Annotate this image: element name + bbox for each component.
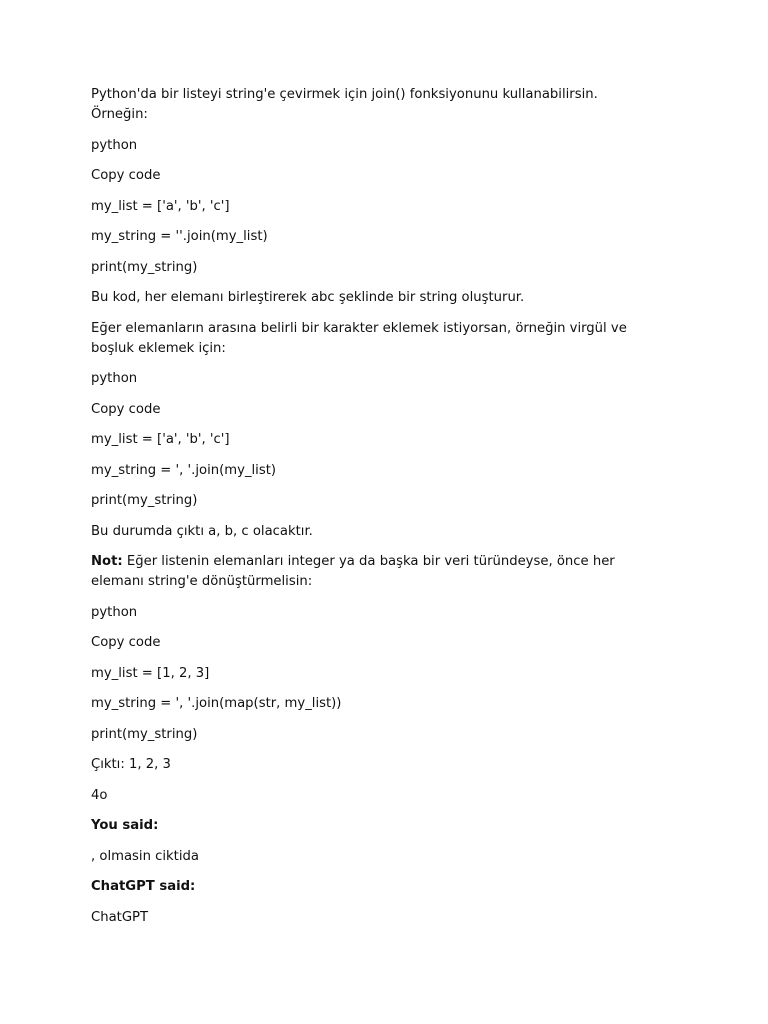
- paragraph-code-line: my_list = ['a', 'b', 'c']: [91, 198, 230, 214]
- paragraph-assistant-name: ChatGPT: [91, 909, 149, 925]
- paragraph-copy-code: Copy code: [91, 635, 161, 650]
- paragraph-copy-code: Copy code: [91, 168, 161, 183]
- paragraph-code-line: my_string = ', '.join(my_list): [91, 462, 277, 478]
- paragraph-language-label: python: [91, 371, 138, 386]
- paragraph-separator-intro: Eğer elemanların arasına belirli bir karakter eklemek istiyorsan, örneğin virgül ve boşluk eklemek için:: [91, 320, 632, 356]
- paragraph-code-line: print(my_string): [91, 259, 198, 275]
- paragraph-language-label: python: [91, 604, 138, 620]
- paragraph-code-line: my_list = [1, 2, 3]: [91, 665, 210, 681]
- paragraph-user-heading: You said:: [91, 818, 159, 833]
- document-content: [91, 85, 651, 938]
- paragraph-code-line: my_string = ''.join(my_list): [91, 229, 268, 244]
- paragraph-code-line: my_list = ['a', 'b', 'c']: [91, 432, 230, 447]
- paragraph-note: Not: Eğer listenin elemanları integer ya da başka bir veri türündeyse, önce her elemanı string'e dönüştürmelisin:: [91, 554, 619, 589]
- paragraph-code-line: print(my_string): [91, 726, 198, 742]
- paragraph-copy-code: Copy code: [91, 401, 161, 417]
- paragraph-user-message: , olmasin ciktida: [91, 848, 199, 864]
- paragraph-code-line: my_string = ', '.join(map(str, my_list)): [91, 696, 342, 711]
- paragraph-assistant-heading: ChatGPT said:: [91, 879, 196, 894]
- paragraph-language-label: python: [91, 137, 138, 153]
- paragraph-explanation: Bu kod, her elemanı birleştirerek abc şeklinde bir string oluşturur.: [91, 290, 525, 305]
- paragraph-output-note: Bu durumda çıktı a, b, c olacaktır.: [91, 523, 313, 539]
- paragraph-code-line: print(my_string): [91, 493, 198, 508]
- note-label: Not:: [91, 554, 123, 569]
- paragraph-intro: Python'da bir listeyi string'e çevirmek için join() fonksiyonunu kullanabilirsin. Örneğin:: [91, 87, 602, 122]
- paragraph-output: Çıktı: 1, 2, 3: [91, 757, 171, 772]
- paragraph-model-label: 4o: [91, 787, 108, 803]
